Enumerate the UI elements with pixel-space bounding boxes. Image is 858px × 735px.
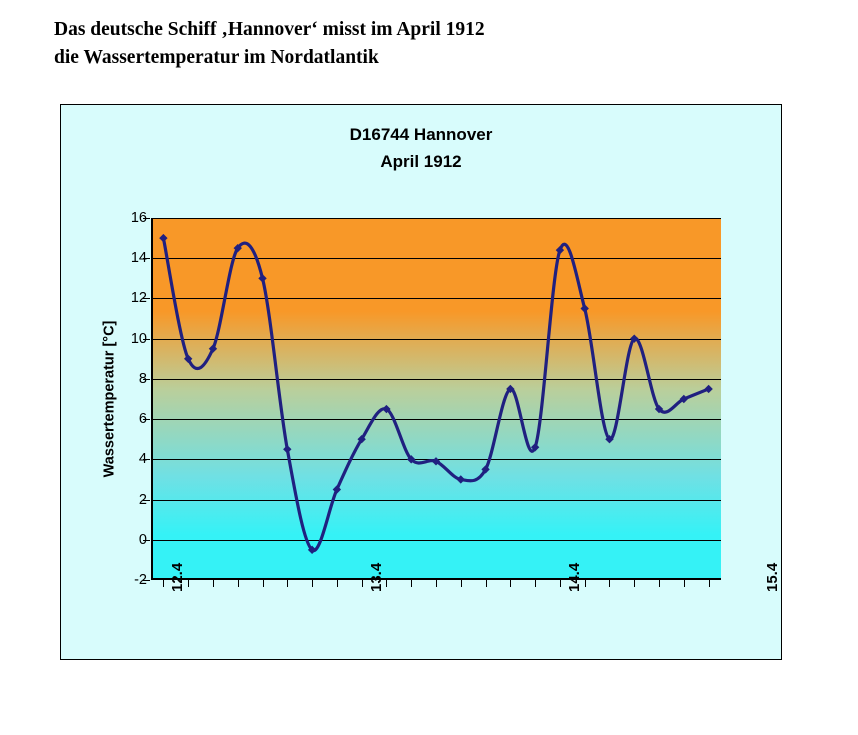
x-tick-label: 15.4 [764,562,782,592]
x-tick-mark [486,580,487,587]
data-point-marker [159,234,167,242]
y-tick-label: 16 [130,210,147,226]
x-tick-mark [585,580,586,587]
page-title [54,16,814,72]
x-tick-mark [312,580,313,587]
x-tick-mark [535,580,536,587]
data-point-marker [704,385,712,393]
y-tick-label: 6 [138,411,147,428]
y-tick-label: 10 [130,330,147,347]
x-tick-mark [461,580,462,587]
x-tick-mark [163,580,164,587]
x-tick-mark [386,580,387,587]
chart-title-main: D16744 Hannover [349,125,493,144]
chart-container [60,104,782,660]
x-tick-mark [609,580,610,587]
chart-title [61,121,781,175]
x-tick-mark [659,580,660,587]
x-tick-mark [263,580,264,587]
x-tick-mark [188,580,189,587]
y-tick-label: 0 [138,531,147,548]
data-point-marker [457,475,465,483]
x-tick-mark [684,580,685,587]
x-tick-label: 14.4 [565,562,583,592]
data-point-marker [258,274,266,282]
page-title-line-1: Das deutsche Schiff ‚Hannover‘ misst im April 1912 [54,19,485,40]
y-tick-label: 14 [130,250,147,267]
series-line [163,238,708,550]
x-tick-mark [709,580,710,587]
page-title-line-2: die Wassertemperatur im Nordatlantik [54,47,379,68]
y-tick-label: -2 [134,572,147,588]
y-tick-label: 4 [138,451,147,468]
x-tick-mark [362,580,363,587]
y-axis-title: Wassertemperatur [°C] [101,320,117,478]
x-tick-mark [510,580,511,587]
y-tick-label: 2 [138,491,147,508]
x-tick-mark [560,580,561,587]
y-tick-label: 8 [138,370,147,387]
x-tick-mark [411,580,412,587]
data-series [151,218,721,580]
x-tick-mark [238,580,239,587]
x-tick-label: 13.4 [367,562,385,592]
x-tick-label: 12.4 [169,562,187,592]
x-tick-mark [634,580,635,587]
x-tick-mark [287,580,288,587]
plot-area [130,210,782,592]
data-point-marker [283,445,291,453]
data-point-marker [580,304,588,312]
x-tick-mark [337,580,338,587]
x-tick-mark [213,580,214,587]
y-tick-label: 12 [130,290,147,307]
chart-subtitle: April 1912 [380,152,462,171]
x-tick-mark [436,580,437,587]
